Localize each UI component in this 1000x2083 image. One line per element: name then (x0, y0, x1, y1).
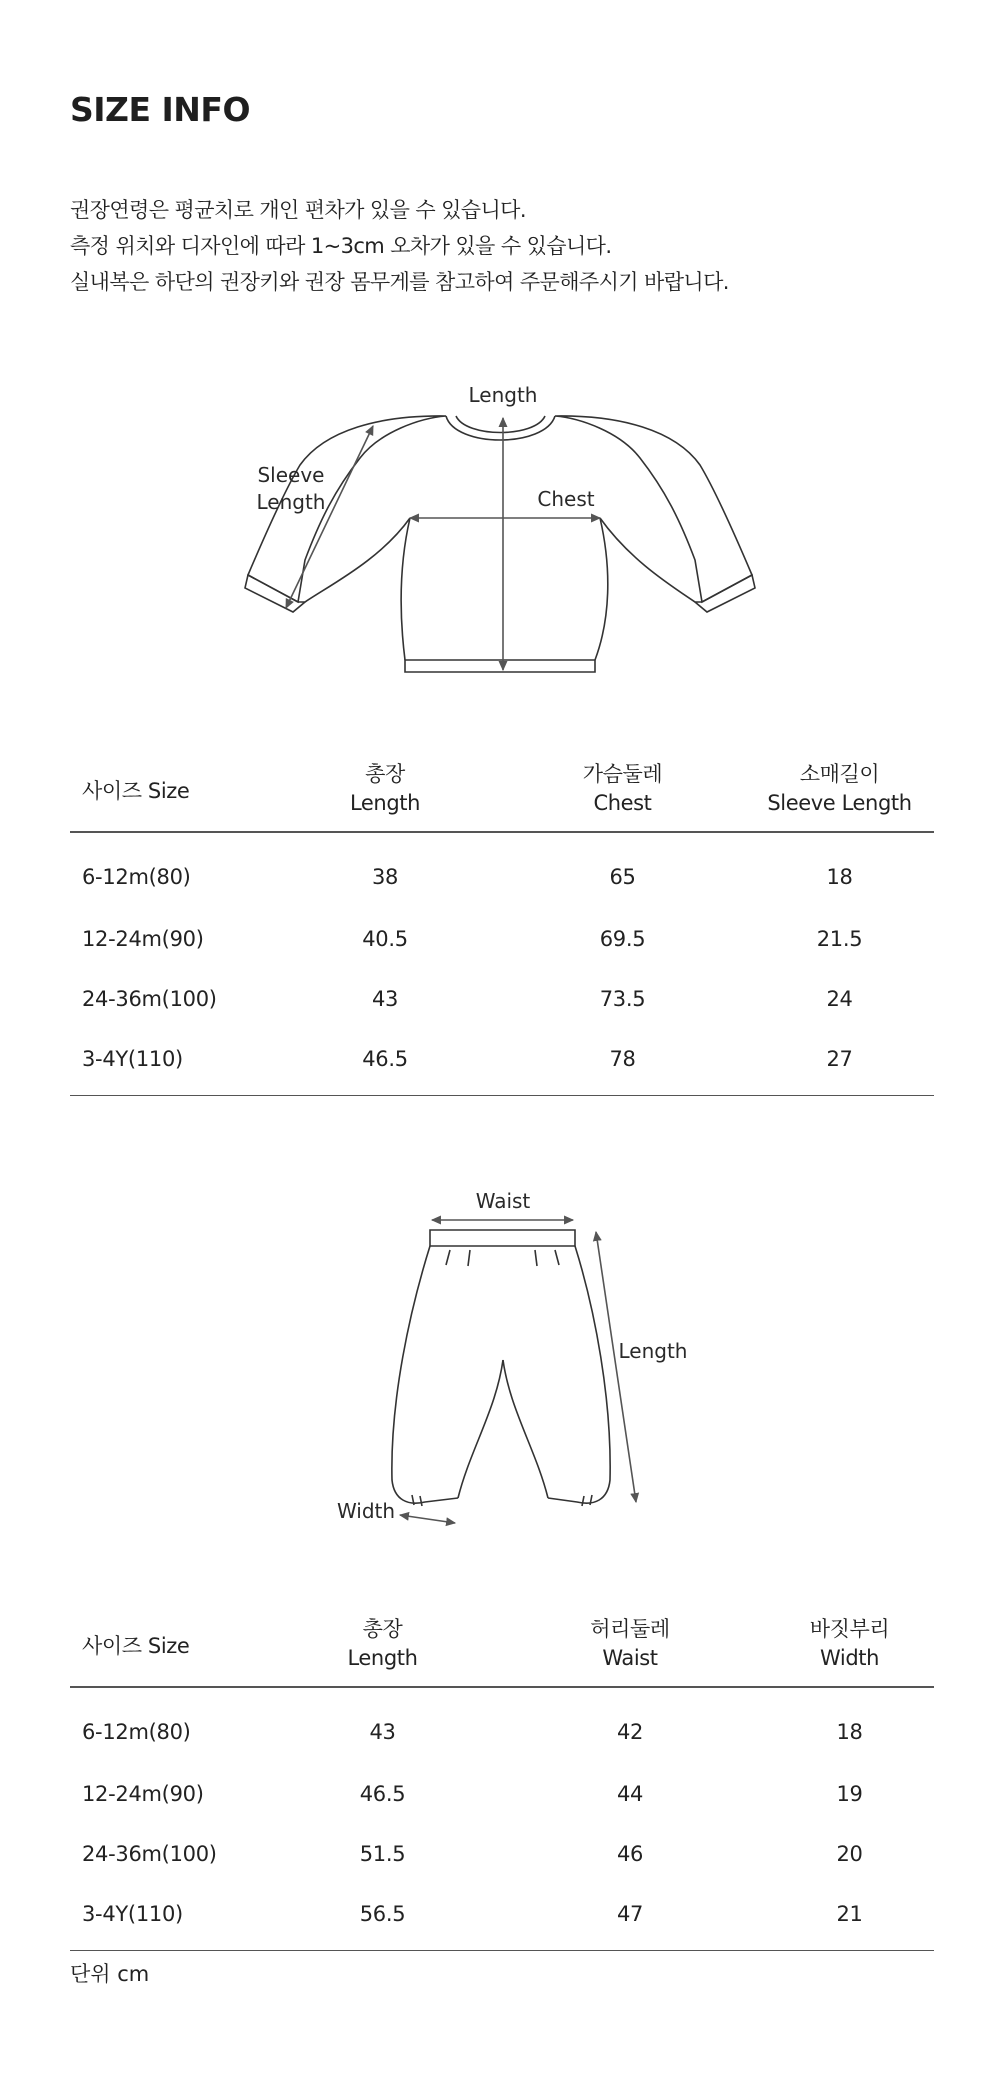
size-cell: 6-12m(80) (82, 1720, 191, 1744)
table-header-row (70, 760, 934, 832)
table-row (70, 969, 934, 1029)
waist-cell: 47 (495, 1884, 765, 1951)
length-cell: 43 (371, 987, 399, 1011)
size-cell: 24-36m(100) (82, 1842, 217, 1866)
table-row (70, 1764, 934, 1824)
chest-cell: 69.5 (599, 927, 646, 951)
length-cell: 38 (371, 865, 399, 889)
chest-cell: 65 (609, 865, 636, 889)
pants-length-label: Length (618, 1339, 688, 1363)
waist-cell: 46 (616, 1842, 644, 1866)
notice-line: 실내복은 하단의 권장키와 권장 몸무게를 참고하여 주문해주시기 바랍니다. (70, 270, 729, 294)
sleeve-cell: 18 (826, 865, 853, 889)
width-cell: 19 (836, 1782, 863, 1806)
length-cell: 46.5 (359, 1782, 406, 1806)
sleeve-cell: 24 (826, 987, 853, 1011)
sleeve-label-line1: Sleeve (257, 463, 325, 487)
sweatshirt-outline (245, 416, 755, 672)
waist-label: Waist (475, 1189, 531, 1213)
top-size-table (70, 760, 934, 1096)
pants-measurement-arrows (400, 1220, 636, 1523)
pants-outline (392, 1230, 610, 1506)
sleeve-cell: 21.5 (816, 927, 863, 951)
table-row (70, 1687, 934, 1764)
table-header-row (70, 1615, 934, 1687)
table-row (70, 1824, 934, 1884)
table-row (70, 1029, 934, 1096)
waist-cell: 42 (616, 1720, 644, 1744)
length-cell: 46.5 (270, 1029, 500, 1096)
header-waist: 허리둘레 Waist (495, 1615, 765, 1687)
chest-cell: 78 (500, 1029, 745, 1096)
width-cell: 20 (836, 1842, 863, 1866)
size-cell: 3-4Y(110) (70, 1884, 270, 1951)
header-size: 사이즈 Size (70, 1615, 270, 1687)
table-row (70, 909, 934, 969)
width-cell: 21 (765, 1884, 934, 1951)
header-length: 총장 Length (270, 760, 500, 832)
pants-measurement-diagram (0, 1180, 1000, 1535)
width-cell: 18 (836, 1720, 863, 1744)
sleeve-cell: 27 (745, 1029, 934, 1096)
notice-block (70, 192, 729, 300)
header-size: 사이즈 Size (70, 760, 270, 832)
length-cell: 56.5 (270, 1884, 495, 1951)
length-cell: 40.5 (362, 927, 408, 951)
unit-note: 단위 cm (70, 1962, 150, 1986)
header-sleeve-length: 소매길이 Sleeve Length (745, 760, 934, 832)
table-row (70, 1884, 934, 1951)
notice-line: 측정 위치와 디자인에 따라 1~3cm 오차가 있을 수 있습니다. (70, 234, 612, 258)
size-cell: 12-24m(90) (82, 1782, 204, 1806)
size-cell: 12-24m(90) (82, 927, 204, 951)
chest-label: Chest (537, 487, 595, 511)
top-measurement-diagram (0, 370, 1000, 680)
size-cell: 24-36m(100) (82, 987, 217, 1011)
pants-size-table (70, 1615, 934, 1951)
width-label: Width (336, 1499, 396, 1523)
header-width: 바짓부리 Width (765, 1615, 934, 1687)
header-length: 총장 Length (270, 1615, 495, 1687)
length-label: Length (468, 383, 538, 407)
header-chest: 가슴둘레 Chest (500, 760, 745, 832)
size-cell: 3-4Y(110) (70, 1029, 270, 1096)
length-cell: 43 (369, 1720, 396, 1744)
waist-cell: 44 (616, 1782, 644, 1806)
length-cell: 51.5 (359, 1842, 406, 1866)
size-cell: 6-12m(80) (82, 865, 191, 889)
measurement-arrows (286, 418, 600, 670)
chest-cell: 73.5 (599, 987, 646, 1011)
notice-line: 권장연령은 평균치로 개인 편차가 있을 수 있습니다. (70, 198, 526, 222)
table-row (70, 832, 934, 909)
page-title: SIZE INFO (70, 90, 250, 129)
sleeve-label-line2: Length (256, 490, 326, 514)
